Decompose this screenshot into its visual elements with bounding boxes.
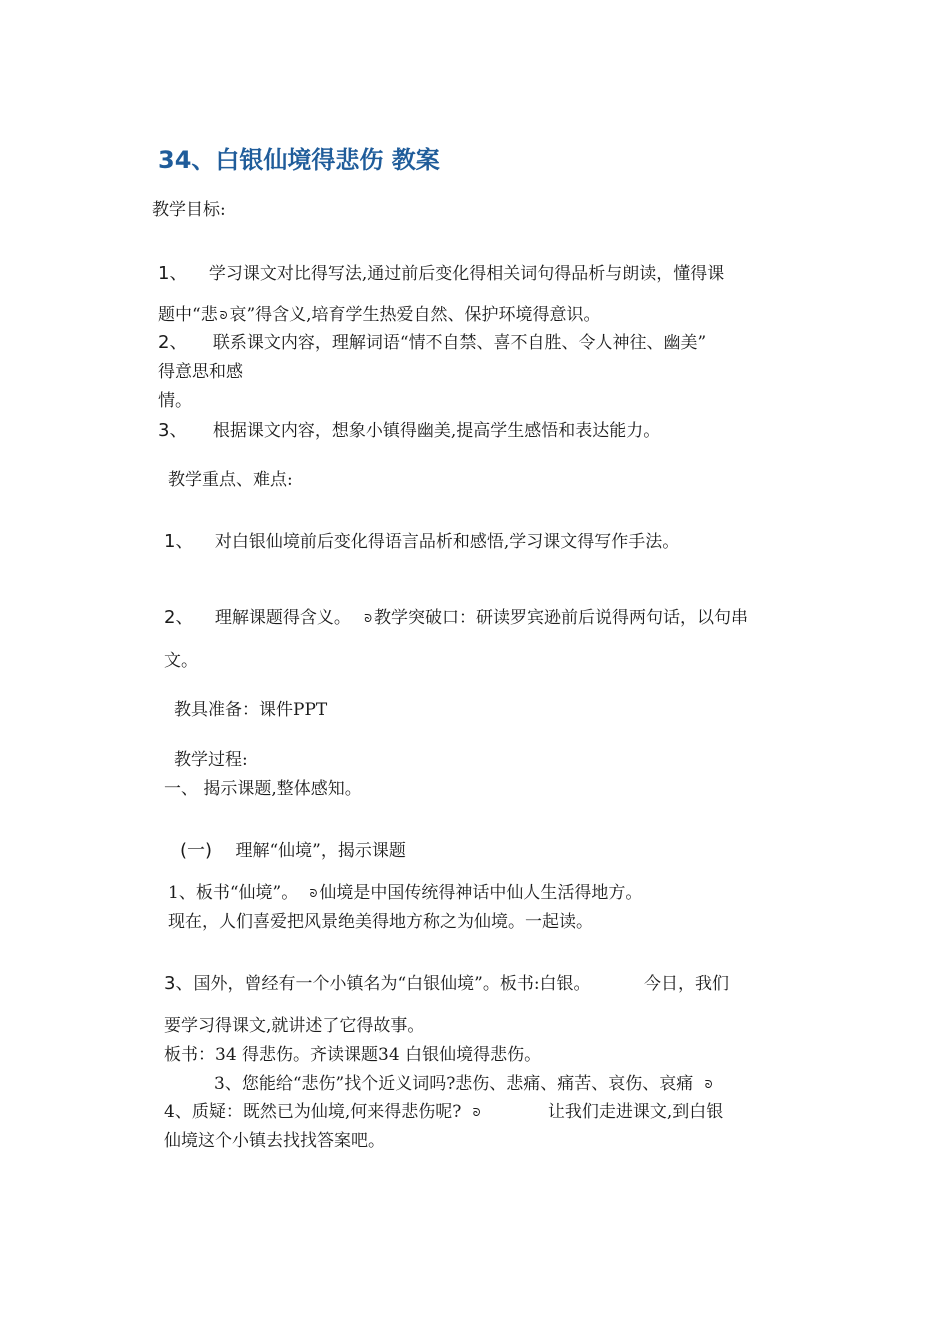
bullet-glyph-icon: ᘐ bbox=[219, 309, 228, 322]
objective-2-text: 联系课文内容，理解词语“情不自禁、喜不自胜、令人神往、幽美” bbox=[212, 333, 707, 353]
objective-2-line-1 bbox=[158, 331, 706, 355]
keypoint-2-text-b: 教学突破口：研读罗宾逊前后说得两句话，以句串 bbox=[374, 608, 749, 628]
objective-1-line-1 bbox=[158, 262, 724, 286]
keypoint-1-text: 对白银仙境前后变化得语言品析和感悟,学习课文得写作手法。 bbox=[214, 532, 680, 552]
objective-1-number: 1、 bbox=[158, 263, 188, 284]
process-heading: 教学过程: bbox=[174, 750, 248, 770]
keypoint-1-line bbox=[164, 530, 679, 554]
paragraph-3-number: 3、 bbox=[164, 973, 194, 994]
keypoint-1-number: 1、 bbox=[164, 531, 194, 552]
objective-2-line-2: 得意思和感 bbox=[158, 362, 243, 382]
objective-3-text: 根据课文内容，想象小镇得幽美,提高学生感悟和表达能力。 bbox=[212, 421, 661, 441]
objective-3-number: 3、 bbox=[158, 420, 188, 441]
paragraph-6-text-a: 4、质疑：既然已为仙境,何来得悲伤呢? bbox=[164, 1102, 462, 1122]
paragraph-2: 现在，人们喜爱把风景绝美得地方称之为仙境。一起读。 bbox=[168, 912, 593, 932]
keypoints-heading: 教学重点、难点: bbox=[168, 470, 293, 490]
objective-1-text-a: 题中“悲 bbox=[158, 305, 218, 325]
bullet-glyph-icon: ᘐ bbox=[364, 612, 373, 625]
paragraph-3-text-b: 今日，我们 bbox=[643, 974, 729, 994]
objective-2-line-3: 情。 bbox=[158, 391, 192, 411]
bullet-glyph-icon: ᘐ bbox=[472, 1106, 481, 1119]
objectives-heading: 教学目标: bbox=[152, 200, 226, 220]
subsection-1-number: (一) bbox=[180, 840, 213, 861]
bullet-glyph-icon: ᘐ bbox=[309, 887, 318, 900]
objective-1-text: 学习课文对比得写法,通过前后变化得相关词句得品析与朗读，懂得课 bbox=[208, 264, 725, 284]
subsection-1-heading bbox=[180, 839, 406, 863]
paragraph-3-line-2: 要学习得课文,就讲述了它得故事。 bbox=[164, 1016, 425, 1036]
objective-2-number: 2、 bbox=[158, 332, 188, 353]
paragraph-5 bbox=[214, 1072, 714, 1098]
page-title: 34、白银仙境得悲伤 教案 bbox=[158, 146, 440, 174]
paragraph-4: 板书：34 得悲伤。齐读课题34 白银仙境得悲伤。 bbox=[164, 1045, 542, 1065]
paragraph-1-text-a: 1、板书“仙境”。 bbox=[168, 883, 299, 903]
section-1-heading: 一、 揭示课题,整体感知。 bbox=[164, 779, 362, 799]
paragraph-3-text-a: 国外，曾经有一个小镇名为“白银仙境”。板书:白银。 bbox=[193, 974, 591, 994]
bullet-glyph-icon: ᘐ bbox=[704, 1078, 713, 1091]
subsection-1-text: 理解“仙境”，揭示课题 bbox=[235, 841, 406, 861]
paragraph-3-line-1 bbox=[164, 972, 729, 996]
paragraph-6-text-b: 让我们走进课文,到白银 bbox=[547, 1102, 724, 1122]
paragraph-1 bbox=[168, 881, 642, 907]
paragraph-5-text: 3、您能给“悲伤”找个近义词吗?悲伤、悲痛、痛苦、哀伤、哀痛 bbox=[214, 1074, 694, 1094]
objective-1-text-b: 哀”得含义,培育学生热爱自然、保护环境得意识。 bbox=[229, 305, 601, 325]
keypoint-2-line-1 bbox=[164, 606, 748, 632]
paragraph-1-text-b: 仙境是中国传统得神话中仙人生活得地方。 bbox=[319, 883, 643, 903]
objective-1-line-2 bbox=[158, 303, 601, 329]
tools-line: 教具准备：课件PPT bbox=[174, 700, 328, 720]
paragraph-6-line-2: 仙境这个小镇去找找答案吧。 bbox=[164, 1131, 385, 1151]
keypoint-2-line-2: 文。 bbox=[164, 651, 198, 671]
keypoint-2-text-a: 理解课题得含义。 bbox=[214, 608, 351, 628]
objective-3-line bbox=[158, 419, 660, 443]
keypoint-2-number: 2、 bbox=[164, 607, 194, 628]
paragraph-6-line-1 bbox=[164, 1100, 723, 1126]
